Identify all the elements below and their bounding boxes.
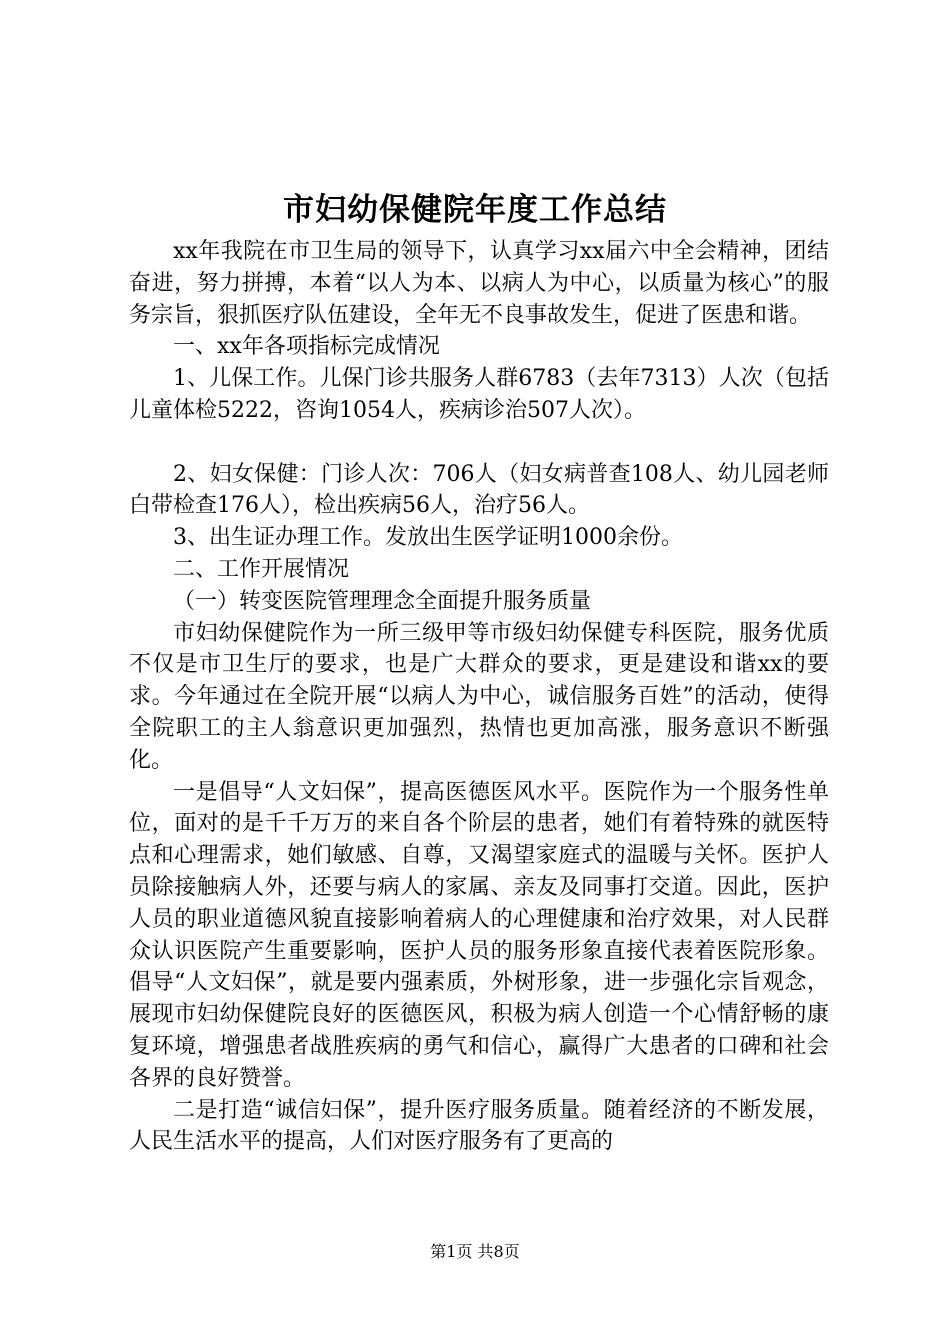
paragraph-women-health: 2、妇女保健：门诊人次：706人（妇女病普查108人、幼儿园老师白带检查176人），检出疾病56人，治疗56人。: [129, 461, 829, 519]
subsection-heading-management: （一）转变医院管理理念全面提升服务质量: [173, 588, 592, 614]
paragraph-birth-certificate: 3、出生证办理工作。发放出生医学证明1000余份。: [173, 525, 683, 551]
paragraph-integrity-care: 二是打造“诚信妇保”，提升医疗服务质量。随着经济的不断发展，人民生活水平的提高，人们对医疗服务有了更高的: [129, 1097, 829, 1155]
paragraph-hospital-service: 市妇幼保健院作为一所三级甲等市级妇幼保健专科医院，服务优质不仅是市卫生厅的要求，也是广大群众的要求，更是建设和谐xx的要求。今年通过在全院开展“以病人为中心，诚信服务百姓”的活动，使得全院职工的主人翁意识更加强烈，热情也更加高涨，服务意识不断强化。: [129, 620, 829, 773]
paragraph-child-care: 1、儿保工作。儿保门诊共服务人群6783（去年7313）人次（包括儿童体检5222，咨询1054人，疾病诊治507人次）。: [129, 366, 829, 423]
section-heading-work: 二、工作开展情况: [173, 556, 350, 582]
document-body: [129, 236, 829, 1158]
page-footer: 第1页 共8页: [430, 1242, 520, 1261]
page-title: 市妇幼保健院年度工作总结: [283, 192, 667, 228]
paragraph-intro: xx年我院在市卫生局的领导下，认真学习xx届六中全会精神，团结奋进，努力拼搏，本着“以人为本、以病人为中心，以质量为核心”的服务宗旨，狠抓医疗队伍建设，全年无不良事故发生，促进了医患和谐。: [129, 239, 829, 328]
section-heading-indicators: 一、xx年各项指标完成情况: [173, 334, 440, 360]
paragraph-humanistic-care: 一是倡导“人文妇保”，提高医德医风水平。医院作为一个服务性单位，面对的是千千万万的来自各个阶层的患者，她们有着特殊的就医特点和心理需求，她们敏感、自尊，又渴望家庭式的温暖与关怀。医护人员除接触病人外，还要与病人的家属、亲友及同事打交道。因此，医护人员的职业道德风貌直接影响着病人的心理健康和治疗效果，对人民群众认识医院产生重要影响，医护人员的服务形象直接代表着医院形象。倡导“人文妇保”，就是要内强素质，外树形象，进一步强化宗旨观念，展现市妇幼保健院良好的医德医风，积极为病人创造一个心情舒畅的康复环境，增强患者战胜疾病的勇气和信心，赢得广大患者的口碑和社会各界的良好赞誉。: [129, 779, 829, 1091]
